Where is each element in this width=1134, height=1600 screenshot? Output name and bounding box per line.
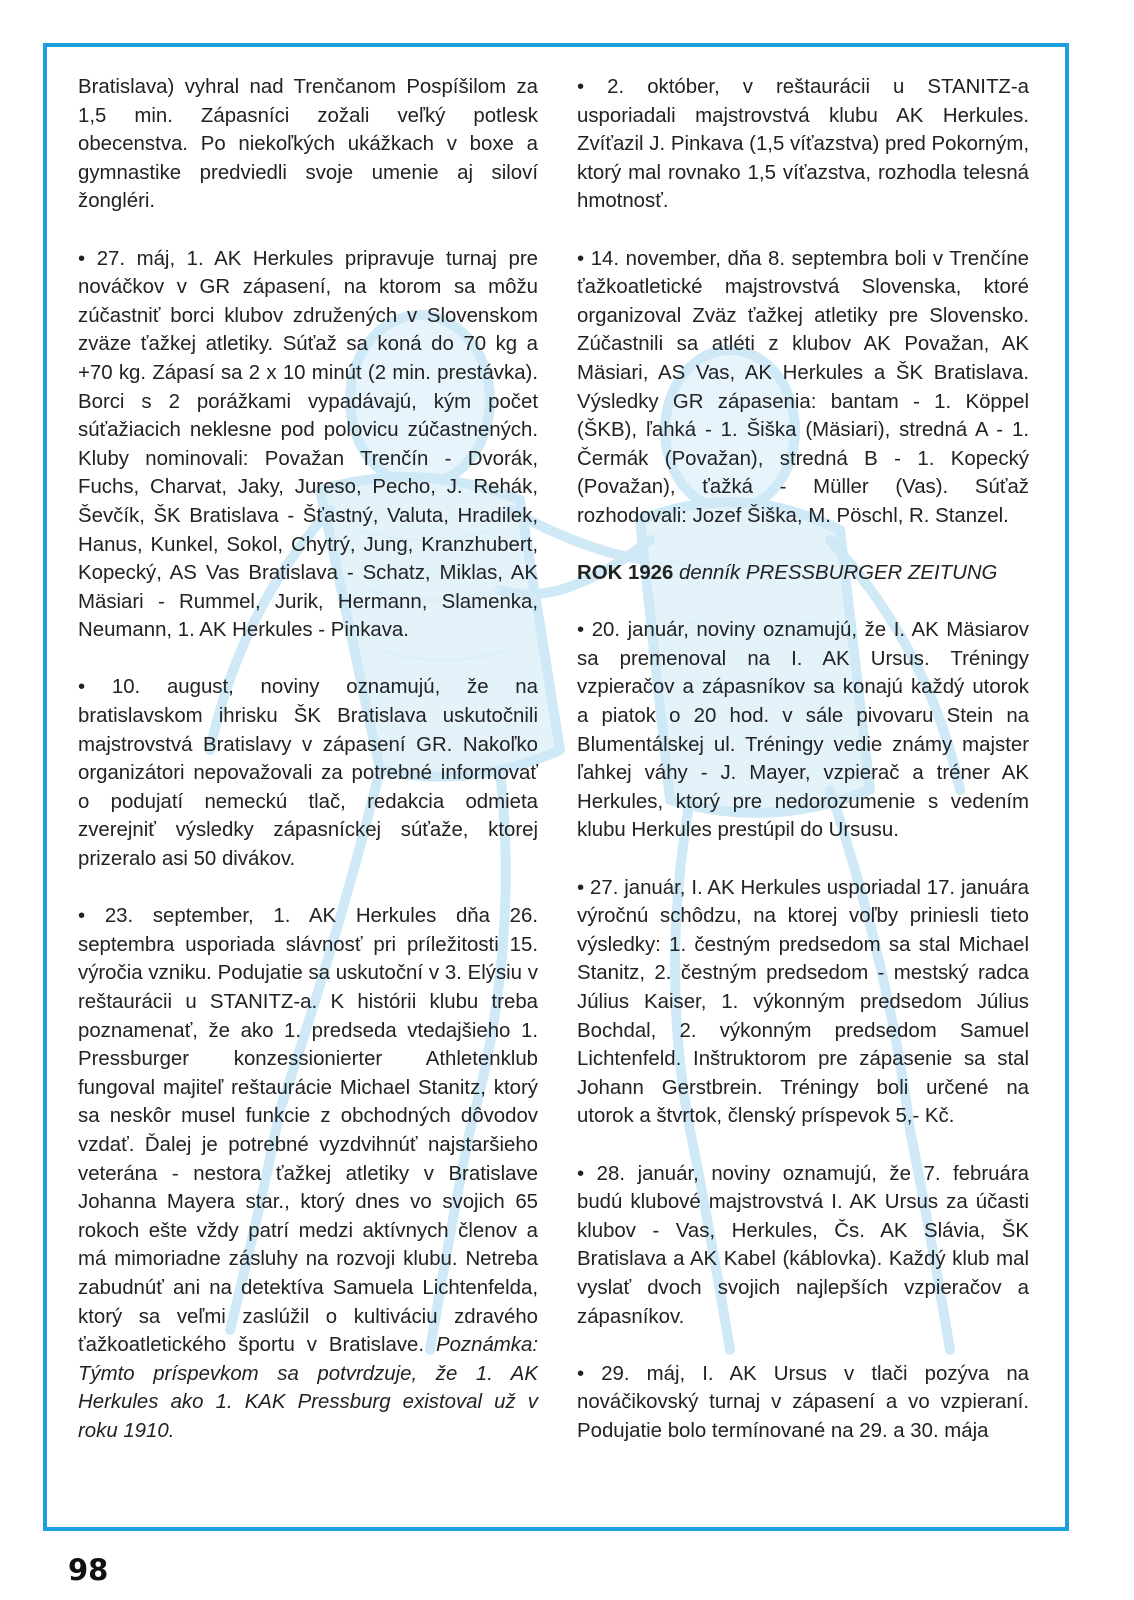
- paragraph: • 28. január, noviny oznamujú, že 7. februára budú klubové majstrovstvá I. AK Ursus za účasti klubov - Vas, Herkules, Čs. AK Slávia, ŠK Bratislava a AK Kabel (káblovka). Každý klub mal vyslať dvoch svojich najlepších vzpieračov a zápasníkov.: [577, 1162, 1029, 1328]
- page-number: 98: [62, 1550, 116, 1590]
- paragraph: • 14. november, dňa 8. septembra boli v Trenčíne ťažkoatletické majstrovstvá Slovenska, ktoré organizoval Zväz ťažkej atletiky pre Slovensko. Zúčastnili sa atléti z klubov AK Považan, AK Mäsiari, AS Vas, AK Herkules a ŠK Bratislava. Výsledky GR zápasenia: bantam - 1. Köppel (ŠKB), ľahká - 1. Šiška (Mäsiari), stredná A - 1. Čermák (Považan), stredná B - 1. Kopecký (Považan), ťažká - Müller (Vas). Súťaž rozhodovali: Jozef Šiška, M. Pöschl, R. Stanzel.: [577, 247, 1029, 527]
- paragraph: • 29. máj, I. AK Ursus v tlači pozýva na nováčikovský turnaj v zápasení a vo vzpieraní. Podujatie bolo termínované na 29. a 30. mája: [577, 1362, 1029, 1442]
- paragraph: Bratislava) vyhral nad Trenčanom Pospíšilom za 1,5 min. Zápasníci zožali veľký potlesk obecenstva. Po niekoľkých ukážkach v boxe a gymnastike predviedli svoje umenie aj siloví žongléri.: [78, 76, 538, 213]
- paragraph-with-note: [78, 902, 538, 1445]
- paragraph: • 10. august, noviny oznamujú, že na bratislavskom ihrisku ŠK Bratislava uskutočnili majstrovstvá Bratislavy v zápasení GR. Nakoľko organizátori nepovažovali za potrebné informovať o podujatí nemeckú tlač, redakcia odmieta zverejniť výsledky zápasníckej súťaže, ktorej prizeralo asi 50 divákov.: [78, 676, 538, 871]
- year-label: ROK 1926: [577, 562, 674, 585]
- paragraph: • 27. máj, 1. AK Herkules pripravuje turnaj pre nováčkov v GR zápasení, na ktorom sa môžu zúčastniť borci klubov združených v Slovenskom zväze ťažkej atletiky. Súťaž sa koná do 70 kg a +70 kg. Zápasí sa 2 x 10 minút (2 min. prestávka). Borci s 2 porážkami vypadávajú, kým počet súťažiacich neklesne pod polovicu zúčastnených. Kluby nominovali: Považan Trenčín - Dvorák, Fuchs, Charvat, Jaky, Jureso, Pecho, J. Rehák, Ševčík, ŠK Bratislava - Šťastný, Valuta, Hradilek, Hanus, Kunkel, Sokol, Chytrý, Jung, Kranzhubert, Kopecký, AS Vas Bratislava - Schatz, Miklas, AK Mäsiari - Rummel, Jurik, Hermann, Slamenka, Neumann, 1. AK Herkules - Pinkava.: [78, 247, 538, 642]
- paragraph: • 27. január, I. AK Herkules usporiadal 17. januára výročnú schôdzu, na ktorej voľby priniesli tieto výsledky: 1. čestným predsedom sa stal Michael Stanitz, 2. čestným predsedom - mestský radca Július Kaiser, 1. výkonným predsedom Július Bochdal, 2. výkonným predsedom Samuel Lichtenfeld. Inštruktorom pre zápasenie sa stal Johann Gerstbrein. Tréningy boli určené na utorok a štvrtok, členský príspevok 5,- Kč.: [577, 876, 1029, 1128]
- left-column: [78, 73, 538, 1446]
- paragraph: • 20. január, noviny oznamujú, že I. AK Mäsiarov sa premenoval na I. AK Ursus. Tréningy vzpieračov a zápasníkov sa konajú každý utorok a piatok o 20 hod. v sále pivovaru Stein na Blumentálskej ul. Tréningy vedie známy majster ľahkej váhy - J. Mayer, vzpierač a tréner AK Herkules, ktorý pre nedorozumenie s vedením klubu Herkules prestúpil do Ursusu.: [577, 619, 1029, 842]
- year-heading: [577, 559, 1029, 588]
- source-label: denník PRESSBURGER ZEITUNG: [679, 562, 998, 585]
- paragraph-text: • 23. september, 1. AK Herkules dňa 26. septembra usporiada slávnosť pri príležitosti 15. výročia vzniku. Podujatie sa uskutoční v 3. Elýsiu v reštaurácii u STANITZ-a. K histórii klubu treba poznamenať, že ako 1. predseda vtedajšieho 1. Pressburger konzessionierter Athletenklub fungoval majiteľ reštaurácie Michael Stanitz, ktorý sa neskôr musel funkcie z obchodných dôvodov vzdať. Ďalej je potrebné vyzdvihnúť najstaršieho veterána - nestora ťažkej atletiky v Bratislave Johanna Mayera star., ktorý dnes vo svojich 65 rokoch ešte vždy patrí medzi aktívnych členov a má mimoriadne zásluhy na rozvoji klubu. Netreba zabudnúť ani na detektíva Samuela Lichtenfelda, ktorý sa veľmi zaslúžil o kultiváciu zdravého ťažkoatletického športu v Bratislave.: [78, 905, 538, 1357]
- note-text: Poznámka: Týmto príspevkom sa potvrdzuje, že 1. AK Herkules ako 1. KAK Pressburg existoval už v roku 1910.: [78, 1334, 538, 1442]
- right-column: [577, 73, 1029, 1446]
- paragraph: • 2. október, v reštaurácii u STANITZ-a usporiadali majstrovstvá klubu AK Herkules. Zvíťazil J. Pinkava (1,5 víťazstva) pred Pokorným, ktorý mal rovnako 1,5 víťazstva, rozhodla telesná hmotnosť.: [577, 76, 1029, 213]
